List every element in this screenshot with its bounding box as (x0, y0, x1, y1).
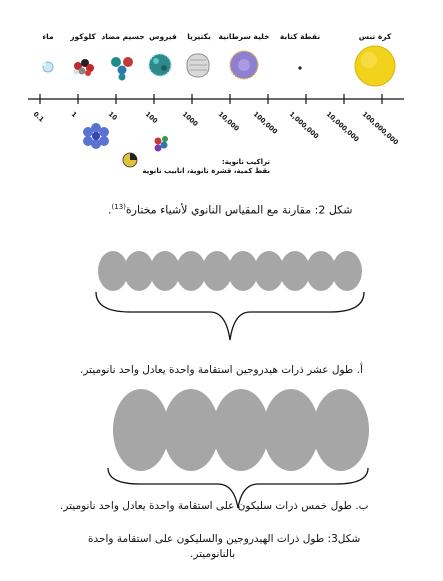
cancer-cell-icon (230, 51, 258, 79)
silicon-atom (313, 389, 369, 471)
label-dot: نقطة كتابة (279, 32, 321, 41)
label-antibody: جسيم مضاد (101, 32, 145, 41)
hydrogen-atom (332, 251, 362, 291)
figure-2-caption-text: شكل 2: مقارنة مع المقياس النانوي لأشياء مختارة (125, 203, 353, 217)
tennis-ball-icon (355, 46, 395, 86)
tick-label: 100,000,000 (360, 110, 400, 147)
virus-icon (149, 54, 171, 76)
figure-2-caption-end: . (108, 203, 112, 217)
figure-2-caption-ref: (13) (111, 203, 126, 211)
nanostructure-flower-icon (83, 123, 109, 149)
tick-label: 1000 (180, 110, 200, 129)
water-molecule-icon (42, 62, 53, 72)
nanostructures-note-title: تراكيب نانوية: (221, 158, 270, 166)
silicon-atom (263, 389, 319, 471)
figure-3-caption-line2: بالنانوميتر. (190, 548, 236, 560)
tick-label: 0.1 (31, 110, 46, 124)
silicon-label: ب. طول خمس ذرات سليكون على استقامة واحدة يعادل واحد نانوميتر. (60, 500, 369, 512)
hydrogen-brace (90, 290, 370, 345)
tick-label: 1 (69, 110, 79, 119)
antibody-icon (111, 57, 133, 81)
tick-label: 10,000 (216, 110, 241, 133)
nanostructures-note (140, 158, 270, 176)
silicon-atom (163, 389, 219, 471)
label-virus: فيروس (149, 32, 177, 41)
silicon-atom (113, 389, 169, 471)
tick-label: 100 (143, 110, 160, 126)
figure-3-caption-line1: شكل3: طول ذرات الهيدروجين والسليكون على استقامة واحدة (88, 533, 361, 545)
silicon-atom (213, 389, 269, 471)
dot-icon (298, 66, 301, 69)
label-glucose: كلوكوز (70, 32, 96, 41)
bacteria-icon (187, 54, 209, 77)
glucose-molecule-icon (74, 59, 95, 76)
tick-label: 10 (106, 110, 119, 122)
tick-label: 1,000,000 (287, 110, 321, 141)
label-water: ماء (42, 32, 54, 41)
nanoshell-icon (123, 153, 137, 167)
label-tennis-ball: كرة تنس (358, 32, 392, 41)
label-cancer-cell: خلية سرطانية (218, 32, 270, 41)
hydrogen-label: أ. طول عشر ذرات هيدروجين استقامة واحدة يعادل واحد نانوميتر. (80, 364, 363, 376)
figure-2-caption (108, 203, 352, 217)
label-bacteria: بكتيريا (187, 32, 211, 41)
quantum-dot-icon (155, 136, 169, 152)
tick-label: 10,000,000 (324, 110, 361, 144)
tick-label: 100,000 (251, 110, 280, 136)
nanostructures-note-body: نقط كمية، قشرة نانوية، انابيب نانوية (142, 167, 270, 175)
